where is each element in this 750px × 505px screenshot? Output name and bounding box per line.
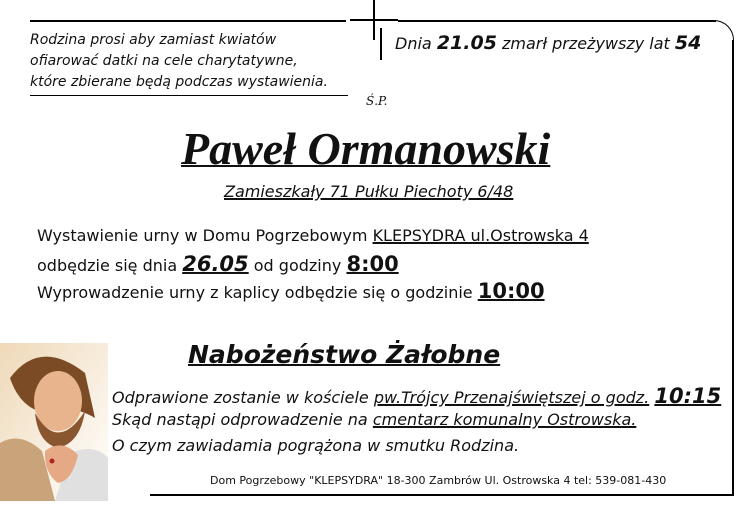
service-cemetery: cmentarz komunalny Ostrowska. — [372, 410, 637, 429]
ceremony-line-1 — [37, 226, 589, 245]
frame-bottom — [150, 494, 734, 496]
ceremony-mid: od godziny — [253, 256, 342, 275]
footer-contact: Dom Pogrzebowy "KLEPSYDRA" 18-300 Zambrów Ul. Ostrowska 4 tel: 539-081-430 — [210, 474, 667, 487]
service-line-3: O czym zawiadamia pogrążona w smutku Rodzina. — [112, 436, 520, 455]
service-line-2 — [112, 410, 636, 429]
death-middle: zmarł przeżywszy lat — [502, 34, 670, 53]
death-age: 54 — [674, 32, 702, 54]
deceased-name: Paweł Ormanowski — [181, 123, 551, 174]
address: Zamieszkały 71 Pułku Piechoty 6/48 — [224, 182, 514, 201]
frame-corner — [700, 20, 734, 50]
request-line-2: ofiarować datki na cele charytatywne, — [30, 53, 298, 69]
service-text-1: Odprawione zostanie w kościele — [112, 388, 369, 407]
cross-icon — [350, 0, 398, 40]
death-date: 21.05 — [436, 32, 497, 54]
ceremony-date: 26.05 — [182, 252, 249, 276]
ceremony-line-3 — [37, 279, 545, 303]
request-line-1: Rodzina prosi aby zamiast kwiatów — [30, 32, 277, 48]
ceremony-departure-time: 10:00 — [477, 279, 545, 303]
death-prefix: Dnia — [395, 34, 432, 53]
ceremony-text-1: Wystawienie urny w Domu Pogrzebowym — [37, 226, 368, 245]
praying-jesus-image — [0, 343, 108, 501]
service-text-2: Skąd nastąpi odprowadzenie na — [112, 410, 368, 429]
ceremony-place: KLEPSYDRA ul.Ostrowska 4 — [372, 226, 589, 245]
ceremony-start-time: 8:00 — [346, 252, 399, 276]
request-underline — [30, 95, 348, 96]
request-line-3: które zbierane będą podczas wystawienia. — [30, 74, 328, 90]
ceremony-text-3: Wyprowadzenie urny z kaplicy odbędzie się o godzinie — [37, 283, 473, 302]
death-line — [395, 32, 701, 54]
service-church: pw.Trójcy Przenajświętszej o godz. — [373, 388, 650, 407]
service-heading: Nabożeństwo Żałobne — [188, 340, 501, 369]
sp-label: Ś.P. — [366, 94, 388, 108]
service-line-1 — [112, 384, 721, 408]
frame-top-left — [30, 20, 346, 22]
ceremony-line-2 — [37, 252, 399, 276]
service-time: 10:15 — [654, 384, 722, 408]
frame-right — [732, 40, 734, 495]
ceremony-text-2: odbędzie się dnia — [37, 256, 178, 275]
frame-top-right — [398, 20, 716, 22]
